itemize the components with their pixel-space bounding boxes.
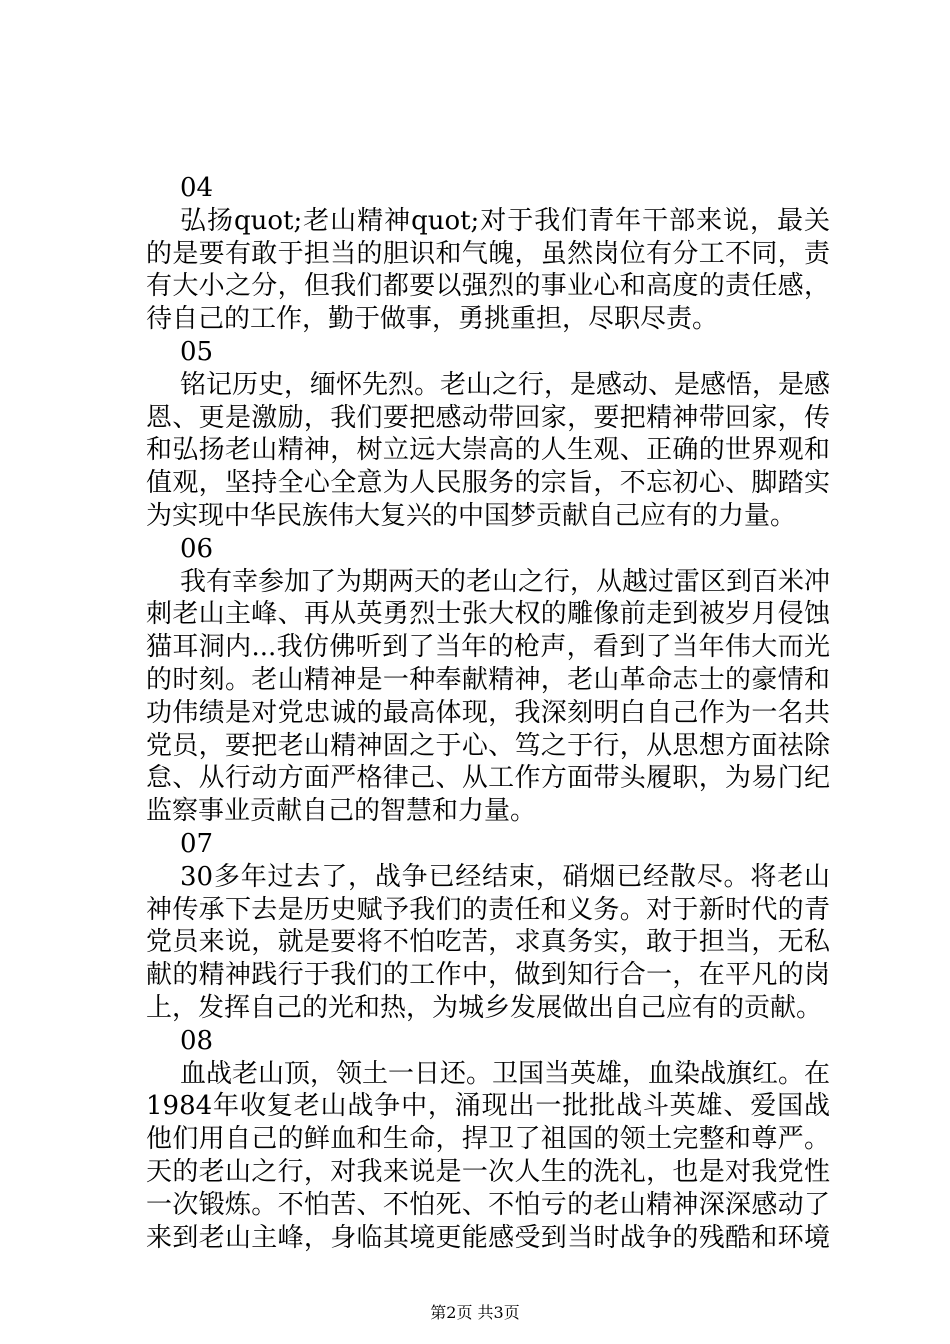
- paragraph-line: 献的精神践行于我们的工作中，做到知行合一，在平凡的岗: [146, 960, 830, 991]
- paragraph-line: 来到老山主峰，身临其境更能感受到当时战争的残酷和环境: [146, 1222, 830, 1253]
- paragraph-line: 神传承下去是历史赋予我们的责任和义务。对于新时代的青: [146, 894, 830, 925]
- paragraph-line: 监察事业贡献自己的智慧和力量。: [146, 796, 537, 827]
- paragraph-line: 天的老山之行，对我来说是一次人生的洗礼，也是对我党性: [146, 1156, 830, 1187]
- paragraph-line: 上，发挥自己的光和热，为城乡发展做出自己应有的贡献。: [146, 992, 823, 1023]
- paragraph-line: 党员，要把老山精神固之于心、笃之于行，从思想方面祛除: [146, 730, 830, 761]
- section-number: 08: [180, 1025, 214, 1056]
- paragraph-line: 的时刻。老山精神是一种奉献精神，老山革命志士的豪情和: [146, 664, 830, 695]
- paragraph-line: 有大小之分，但我们都要以强烈的事业心和高度的责任感，: [146, 271, 830, 302]
- paragraph-line: 和弘扬老山精神，树立远大崇高的人生观、正确的世界观和: [146, 435, 830, 466]
- paragraph-line: 待自己的工作，勤于做事，勇挑重担，尽职尽责。: [146, 304, 719, 335]
- paragraph-line: 党员来说，就是要将不怕吃苦，求真务实，敢于担当，无私: [146, 927, 830, 958]
- paragraph-line: 为实现中华民族伟大复兴的中国梦贡献自己应有的力量。: [146, 500, 797, 531]
- paragraph-line: 铭记历史，缅怀先烈。老山之行，是感动、是感悟，是感: [180, 369, 830, 400]
- paragraph-line: 一次锻炼。不怕苦、不怕死、不怕亏的老山精神深深感动了: [146, 1189, 830, 1220]
- paragraph-line: 我有幸参加了为期两天的老山之行，从越过雷区到百米冲: [180, 566, 830, 597]
- paragraph-line: 弘扬quot;老山精神quot;对于我们青年干部来说，最关: [180, 205, 830, 236]
- section-number: 04: [180, 173, 214, 203]
- section-number: 07: [180, 828, 214, 859]
- paragraph-line: 的是要有敢于担当的胆识和气魄，虽然岗位有分工不同，责: [146, 238, 830, 269]
- section-number: 06: [180, 533, 214, 564]
- page-footer: 第2页 共3页: [430, 1303, 520, 1322]
- document-body: [146, 172, 830, 1254]
- paragraph-line: 值观，坚持全心全意为人民服务的宗旨，不忘初心、脚踏实: [146, 468, 830, 499]
- paragraph-line: 他们用自己的鲜血和生命，捍卫了祖国的领土完整和尊严。: [146, 1124, 830, 1155]
- paragraph-line: 血战老山顶，领土一日还。卫国当英雄，血染战旗红。在: [180, 1058, 830, 1089]
- paragraph-line: 1984年收复老山战争中，涌现出一批批战斗英雄、爱国战: [146, 1091, 830, 1122]
- paragraph-line: 猫耳洞内...我仿佛听到了当年的枪声，看到了当年伟大而光: [146, 632, 830, 663]
- paragraph-line: 功伟绩是对党忠诚的最高体现，我深刻明白自己作为一名共: [146, 697, 830, 728]
- paragraph-line: 刺老山主峰、再从英勇烈士张大权的雕像前走到被岁月侵蚀: [146, 599, 830, 630]
- section-number: 05: [180, 336, 214, 367]
- paragraph-line: 恩、更是激励，我们要把感动带回家，要把精神带回家，传: [146, 402, 830, 433]
- paragraph-line: 30多年过去了，战争已经结束，硝烟已经散尽。将老山: [180, 861, 830, 892]
- paragraph-line: 怠、从行动方面严格律己、从工作方面带头履职，为易门纪: [146, 763, 830, 794]
